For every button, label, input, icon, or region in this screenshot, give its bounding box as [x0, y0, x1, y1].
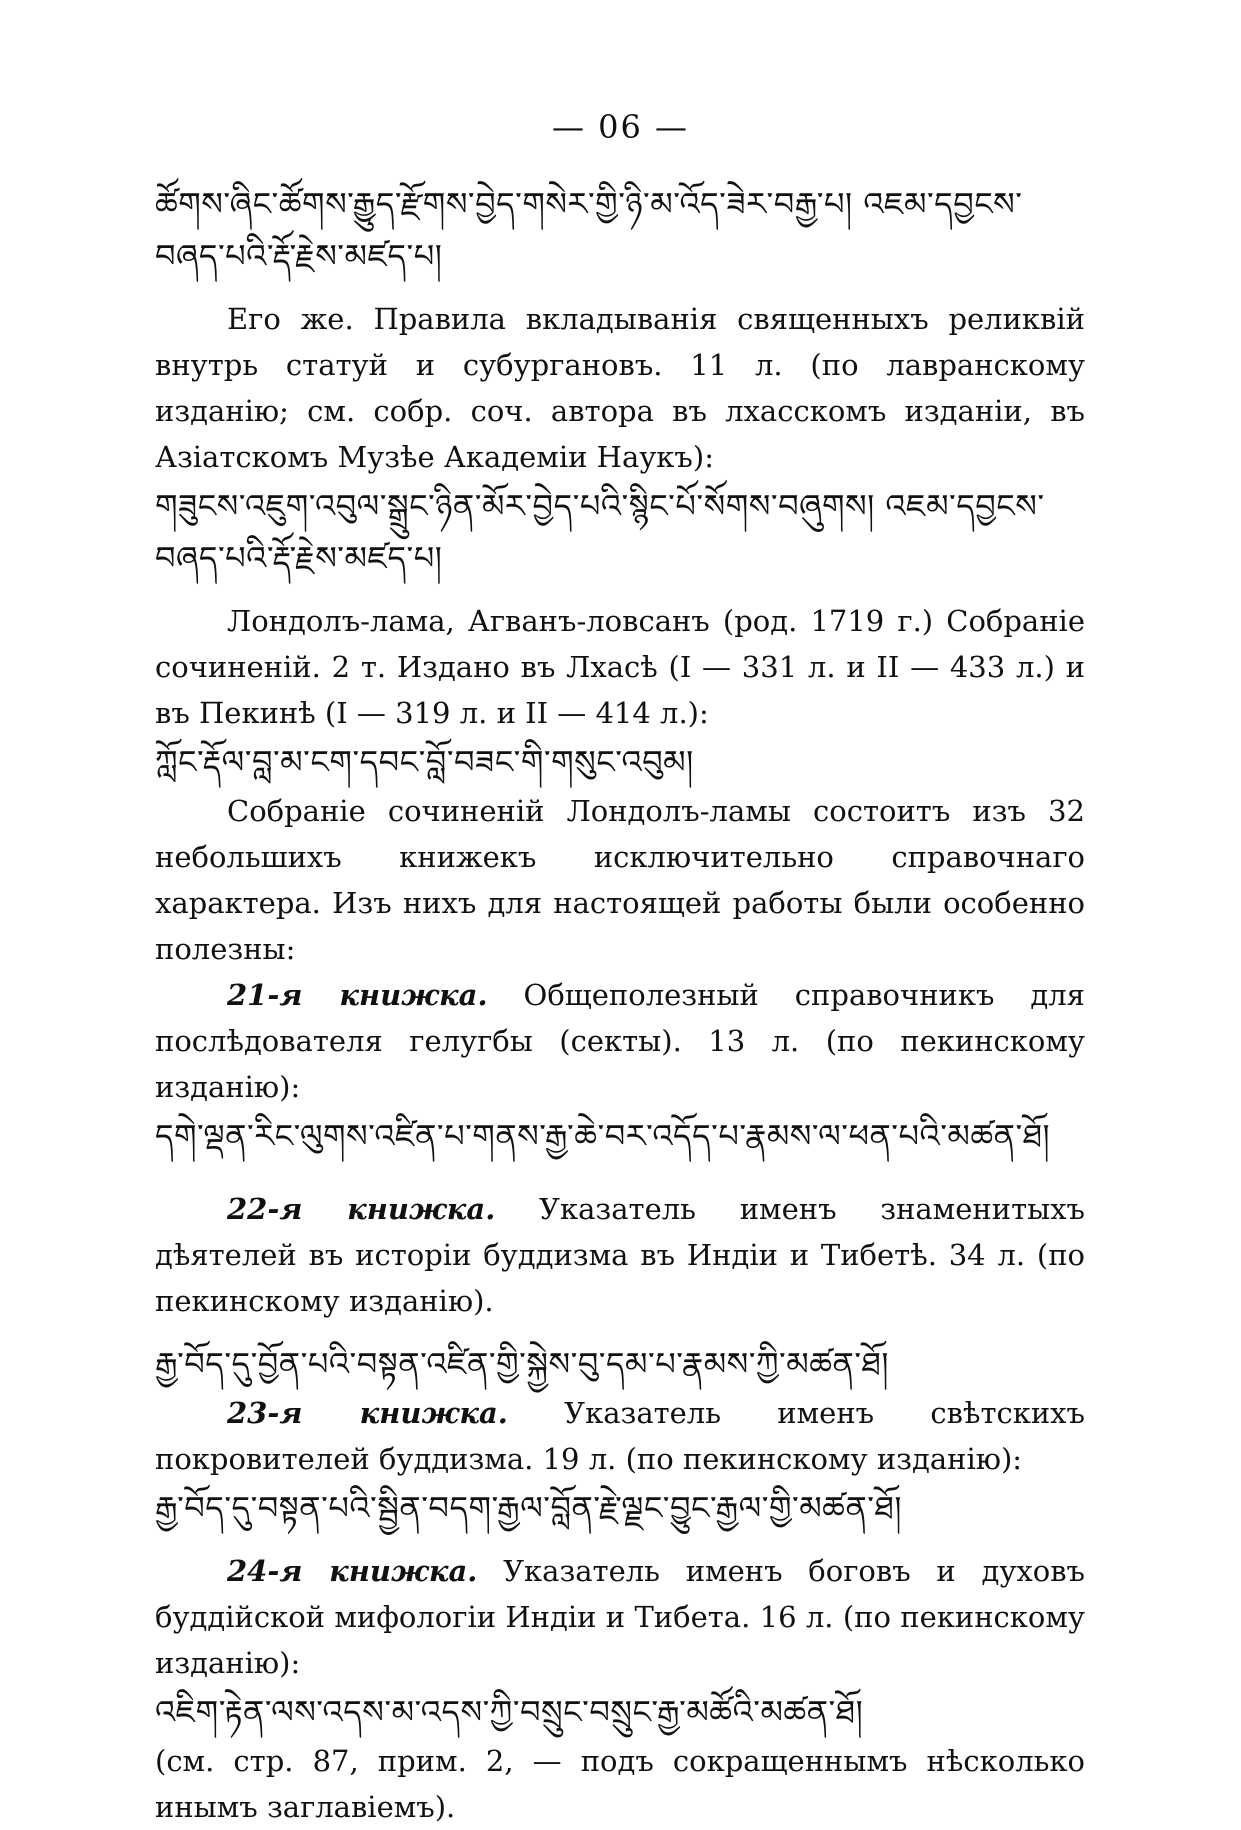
tibetan-title: འཇིག་རྟེན་ལས་འདས་མ་འདས་ཀྱི་བསྲུང་བསྲུང་རྒྱ་མཚོའི་མཚན་ཐོ། — [155, 1693, 864, 1731]
item-label: 22-я книжка. — [227, 1192, 496, 1226]
tibetan-title: རྒྱ་བོད་དུ་བྱོན་པའི་བསྟན་འཛིན་གྱི་སྐྱེས་བུ་དམ་པ་རྣམས་ཀྱི་མཚན་ཐོ། — [155, 1345, 889, 1383]
tibetan-title: གཟུངས་འཇུག་འབུལ་སྒྲུང་ཉིན་མོར་བྱེད་པའི་སྙིང་པོ་སོགས་བཞུགས། འཇམ་དབྱངས་བཞད་པའི་རྡོ་རྗེས་མཛད་པ། — [155, 487, 1045, 577]
paragraph — [155, 1390, 1085, 1482]
item-label: 23-я книжка. — [227, 1396, 508, 1430]
page-number: — 06 — — [551, 108, 690, 146]
tibetan-title: ཚོགས་ཞིང་ཚོགས་རྒྱུད་རྫོགས་བྱེད་གསེར་གྱི་ཉི་མ་འོད་ཟེར་བརྒྱ་པ། འཇམ་དབྱངས་བཞད་པའི་རྡོ་རྗེས་མཛད་པ། — [155, 185, 1023, 275]
tibetan-title: དགེ་ལྡན་རིང་ལུགས་འཛིན་པ་གནས་རྒྱ་ཆེ་བར་འདོད་པ་རྣམས་ལ་ཕན་པའི་མཚན་ཐོ། — [155, 1117, 1051, 1155]
item-text: Общеполезный справочникъ для послѣдователя гелугбы (секты). 13 л. (по пекинскому изданію): — [155, 978, 1085, 1104]
tibetan-title: ཀློང་རྡོལ་བླ་མ་ངག་དབང་བློ་བཟང་གི་གསུང་འབུམ། — [155, 743, 694, 781]
page-body — [155, 178, 1085, 1830]
item-label: 21-я книжка. — [227, 978, 488, 1012]
item-label: 24-я книжка. — [227, 1554, 478, 1588]
paragraph: Его же. Правила вкладыванія священныхъ реликвій внутрь статуй и субургановъ. 11 л. (по лавранскому изданію; см. собр. соч. автора въ лхасскомъ изданіи, въ Азіатскомъ Музѣе Академіи Наукъ): — [155, 302, 1085, 474]
paragraph — [155, 1548, 1085, 1686]
paragraph — [155, 1186, 1085, 1324]
paragraph: Лондолъ-лама, Агванъ-ловсанъ (род. 1719 г.) Собраніе сочиненій. 2 т. Издано въ Лхасѣ (I — 331 л. и II — 433 л.) и въ Пекинѣ (I — 319 л. и II — 414 л.): — [155, 604, 1085, 730]
paragraph: (см. стр. 87, прим. 2, — подъ сокращеннымъ нѣсколько инымъ заглавіемъ). — [155, 1744, 1085, 1824]
item-text: Указатель именъ боговъ и духовъ буддійской мифологіи Индіи и Тибета. 16 л. (по пекинскому изданію): — [155, 1554, 1085, 1680]
item-text: Указатель именъ знаменитыхъ дѣятелей въ исторіи буддизма въ Индіи и Тибетѣ. 34 л. (по пекинскому изданію). — [155, 1192, 1085, 1318]
tibetan-title: རྒྱ་བོད་དུ་བསྟན་པའི་སྦྱིན་བདག་རྒྱལ་བློན་རྗེ་ལྗང་བྱུང་རྒྱལ་གྱི་མཚན་ཐོ། — [155, 1489, 902, 1527]
item-text: Указатель именъ свѣтскихъ покровителей буддизма. 19 л. (по пекинскому изданію): — [155, 1396, 1085, 1476]
paragraph: Собраніе сочиненій Лондолъ-ламы состоитъ изъ 32 небольшихъ книжекъ исключительно справочнаго характера. Изъ нихъ для настоящей работы были особенно полезны: — [155, 794, 1085, 966]
paragraph — [155, 972, 1085, 1110]
